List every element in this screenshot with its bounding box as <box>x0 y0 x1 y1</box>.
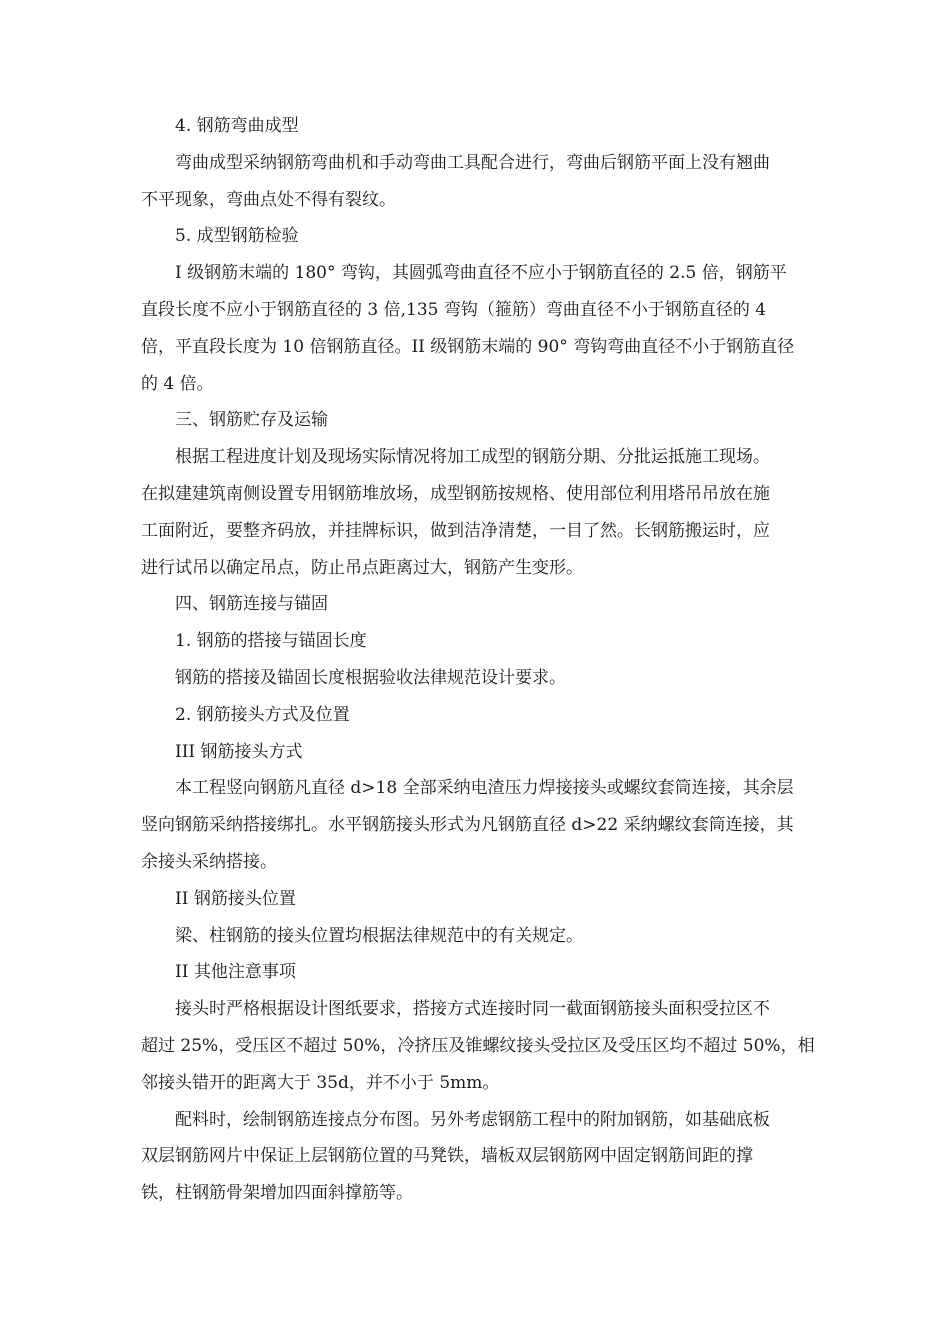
subsection-heading: II 钢筋接头位置 <box>175 888 296 909</box>
paragraph <box>141 1102 831 1212</box>
paragraph-line: 铁，柱钢筋骨架增加四面斜撑筋等。 <box>141 1183 413 1204</box>
paragraph-line: 工面附近，要整齐码放，并挂牌标识，做到洁净清楚，一目了然。长钢筋搬运时，应 <box>141 520 770 541</box>
paragraph <box>141 145 831 219</box>
section-heading: 四、钢筋连接与锚固 <box>175 594 328 615</box>
paragraph <box>141 439 831 586</box>
paragraph-line: 余接头采纳搭接。 <box>141 851 277 872</box>
paragraph-line: 钢筋的搭接及锚固长度根据验收法律规范设计要求。 <box>175 667 566 688</box>
paragraph-line: 在拟建建筑南侧设置专用钢筋堆放场，成型钢筋按规格、使用部位利用塔吊吊放在施 <box>141 483 770 504</box>
subsection-heading: II 其他注意事项 <box>175 962 296 983</box>
paragraph <box>141 770 831 880</box>
paragraph-line: 本工程竖向钢筋凡直径 d>18 全部采纳电渣压力焊接接头或螺纹套筒连接，其余层 <box>175 778 794 799</box>
subsection-heading: III 钢筋接头方式 <box>175 741 303 762</box>
subsection-heading: 2. 钢筋接头方式及位置 <box>175 704 350 725</box>
section-heading: 三、钢筋贮存及运输 <box>175 410 328 431</box>
paragraph-line: 不平现象，弯曲点处不得有裂纹。 <box>141 189 396 210</box>
paragraph <box>141 991 831 1101</box>
section-heading: 5. 成型钢筋检验 <box>175 226 299 247</box>
paragraph-line: 竖向钢筋采纳搭接绑扎。水平钢筋接头形式为凡钢筋直径 d>22 采纳螺纹套筒连接，其 <box>141 815 794 836</box>
document-page <box>141 108 831 1212</box>
paragraph-line: 超过 25%，受压区不超过 50%，冷挤压及锥螺纹接头受拉区及受压区均不超过 50%，相 <box>141 1035 815 1056</box>
paragraph-line: 的 4 倍。 <box>141 373 214 394</box>
paragraph-line: 直段长度不应小于钢筋直径的 3 倍,135 弯钩（箍筋）弯曲直径不小于钢筋直径的 4 <box>141 299 767 320</box>
section-heading: 4. 钢筋弯曲成型 <box>175 116 299 136</box>
paragraph-line: 进行试吊以确定吊点，防止吊点距离过大，钢筋产生变形。 <box>141 557 583 578</box>
paragraph-line: 倍，平直段长度为 10 倍钢筋直径。II 级钢筋末端的 90° 弯钩弯曲直径不小于钢筋直径 <box>141 336 795 357</box>
paragraph-line: 弯曲成型采纳钢筋弯曲机和手动弯曲工具配合进行，弯曲后钢筋平面上没有翘曲 <box>175 152 770 173</box>
paragraph-line: 邻接头错开的距离大于 35d，并不小于 5mm。 <box>141 1072 500 1093</box>
subsection-heading: 1. 钢筋的搭接与锚固长度 <box>175 631 367 652</box>
paragraph-line: I 级钢筋末端的 180° 弯钩，其圆弧弯曲直径不应小于钢筋直径的 2.5 倍，钢筋平 <box>175 263 787 284</box>
paragraph-line: 根据工程进度计划及现场实际情况将加工成型的钢筋分期、分批运抵施工现场。 <box>175 447 770 468</box>
paragraph-line: 配料时，绘制钢筋连接点分布图。另外考虑钢筋工程中的附加钢筋，如基础底板 <box>175 1109 770 1130</box>
paragraph-line: 接头时严格根据设计图纸要求，搭接方式连接时同一截面钢筋接头面积受拉区不 <box>175 999 770 1020</box>
paragraph-line: 双层钢筋网片中保证上层钢筋位置的马凳铁，墙板双层钢筋网中固定钢筋间距的撑 <box>141 1146 753 1167</box>
paragraph <box>141 255 831 402</box>
paragraph-line: 梁、柱钢筋的接头位置均根据法律规范中的有关规定。 <box>175 925 583 946</box>
